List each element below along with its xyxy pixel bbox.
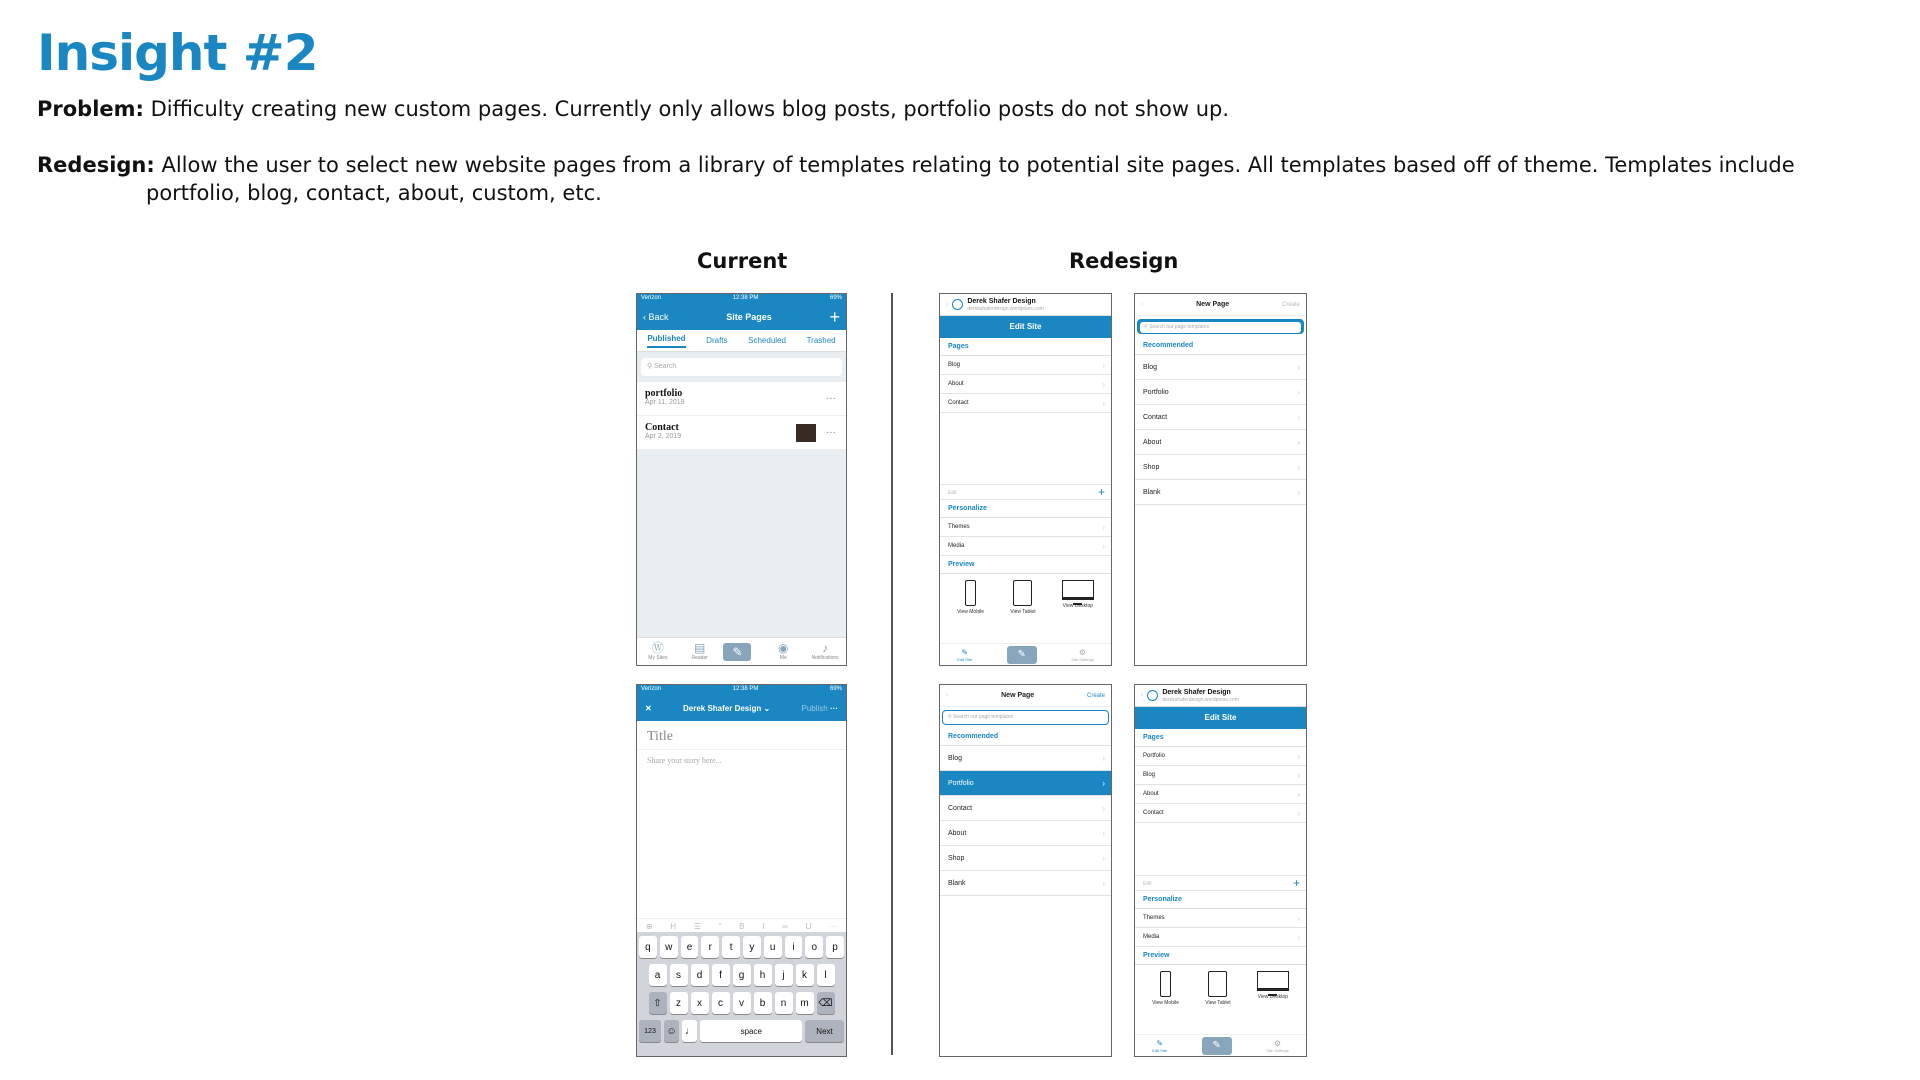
tab-write[interactable]	[723, 643, 759, 661]
tab-label: Me	[779, 655, 787, 661]
view-tablet-button[interactable]	[1010, 580, 1035, 615]
template-row-selected[interactable]: Portfolio ›	[940, 771, 1111, 796]
more-icon[interactable]: ···	[829, 703, 838, 713]
screen-title: New Page	[1196, 301, 1230, 308]
pages-section-label: Pages	[1135, 729, 1306, 747]
key[interactable]: k	[796, 964, 814, 986]
key[interactable]: f	[712, 964, 730, 986]
key[interactable]: e	[681, 936, 699, 958]
tab-label: Site Settings	[1266, 1047, 1289, 1053]
template-row[interactable]: Shop ›	[940, 846, 1111, 871]
page-row-portfolio[interactable]: Portfolio ›	[1135, 747, 1306, 766]
preview-devices	[940, 574, 1111, 615]
key[interactable]: t	[722, 936, 740, 958]
tab-published[interactable]: Published	[647, 334, 685, 348]
bottom-tab-bar	[940, 643, 1111, 665]
screen-title: Site Pages	[726, 312, 772, 322]
add-page-icon[interactable]: +	[1097, 485, 1105, 499]
page-row-blog[interactable]: Blog ›	[1135, 766, 1306, 785]
redesign-column-heading: Redesign	[1069, 249, 1179, 273]
key[interactable]: o	[805, 936, 823, 958]
tablet-icon	[1013, 580, 1032, 606]
tab-scheduled[interactable]: Scheduled	[748, 336, 786, 345]
tab-label: Site Settings	[1071, 656, 1094, 662]
key[interactable]: h	[754, 964, 772, 986]
emoji-icon[interactable]: ☺	[664, 1020, 679, 1042]
device-label: View Tablet	[1205, 1000, 1231, 1006]
template-row[interactable]: About ›	[940, 821, 1111, 846]
more-icon[interactable]: ···	[826, 394, 836, 405]
template-search-input[interactable]: ⚲ Search our page templates	[1137, 319, 1304, 334]
pages-section-label: Pages	[940, 338, 1111, 356]
back-icon[interactable]: ‹	[1141, 692, 1144, 699]
key[interactable]: c	[712, 992, 730, 1014]
media-row[interactable]: Media ›	[940, 537, 1111, 556]
title-field[interactable]: Title	[637, 721, 846, 750]
wordpress-icon: Ⓦ	[651, 641, 664, 655]
new-page-header	[1135, 294, 1306, 316]
new-page-header	[940, 685, 1111, 707]
site-switcher[interactable]: Derek Shafer Design ⌄	[683, 703, 771, 713]
view-desktop-button[interactable]	[1062, 580, 1094, 615]
redesign-text: Allow the user to select new website pages from a library of templates relating to potential site pages. All templates based off of theme. Templates include portfolio, blog, contact, about, custom, etc.	[146, 153, 1795, 205]
view-mobile-button[interactable]	[957, 580, 984, 615]
keyboard	[637, 932, 846, 1056]
key[interactable]: z	[670, 992, 688, 1014]
page-status-tabs	[637, 330, 846, 352]
shift-icon[interactable]: ⇧	[649, 992, 667, 1014]
recommended-section-label: Recommended	[940, 728, 1111, 746]
page-title: Insight #2	[37, 24, 318, 82]
site-name: Derek Shafer Design	[1162, 688, 1231, 696]
key[interactable]: g	[733, 964, 751, 986]
time-label: 12:38 PM	[732, 295, 759, 301]
desktop-icon	[1062, 580, 1094, 600]
template-row[interactable]: Contact ›	[940, 796, 1111, 821]
tab-label: Edit Site	[1152, 1047, 1168, 1053]
device-label: View Mobile	[957, 609, 984, 615]
back-label: Back	[648, 312, 669, 322]
add-block-icon[interactable]: ⊕	[645, 922, 653, 931]
next-key[interactable]: Next	[805, 1020, 844, 1042]
write-icon[interactable]: ✎	[1202, 1037, 1232, 1055]
key[interactable]: u	[764, 936, 782, 958]
problem-label: Problem:	[37, 97, 144, 121]
key[interactable]: w	[660, 936, 678, 958]
site-url: derekshaferdesign.wordpress.com	[1162, 696, 1239, 703]
site-name: Derek Shafer Design	[967, 297, 1036, 305]
tab-label: Notifications	[811, 655, 839, 661]
mobile-icon	[965, 580, 976, 606]
battery-label: 69%	[829, 686, 842, 692]
quote-icon[interactable]: “	[718, 922, 722, 931]
screen-title: New Page	[1001, 692, 1035, 699]
more-format-icon[interactable]: ···	[829, 922, 838, 931]
key[interactable]: p	[826, 936, 844, 958]
view-tablet-button[interactable]	[1205, 971, 1230, 1006]
key[interactable]: y	[743, 936, 761, 958]
view-mobile-button[interactable]	[1152, 971, 1179, 1006]
italic-icon[interactable]: I	[762, 922, 765, 931]
redesign-statement	[37, 151, 1887, 207]
mobile-icon	[1160, 971, 1171, 997]
time-label: 12:38 PM	[732, 686, 759, 692]
redesign-new-page-screen	[1134, 293, 1307, 666]
template-row[interactable]: Blog ›	[940, 746, 1111, 771]
create-button[interactable]: Create	[1281, 301, 1300, 308]
tab-label: Reader	[691, 655, 708, 661]
key[interactable]: a	[649, 964, 667, 986]
edit-row	[1135, 875, 1306, 891]
device-label: View Mobile	[1152, 1000, 1179, 1006]
desktop-icon	[1257, 971, 1289, 991]
carrier-label: Verizon	[641, 295, 662, 301]
template-row[interactable]: Blank ›	[940, 871, 1111, 896]
edit-icon: ✎	[1156, 1038, 1164, 1048]
key[interactable]: r	[701, 936, 719, 958]
template-row[interactable]: About ›	[1135, 430, 1306, 455]
site-header	[1135, 685, 1306, 707]
view-desktop-button[interactable]	[1257, 971, 1289, 1006]
edit-site-bar: Edit Site	[1135, 707, 1306, 729]
themes-row[interactable]: Themes ›	[940, 518, 1111, 537]
heading-icon[interactable]: H	[670, 922, 677, 931]
key[interactable]: q	[639, 936, 657, 958]
bell-icon: ♪	[822, 641, 829, 655]
site-header	[940, 294, 1111, 316]
template-row[interactable]: Blog ›	[1135, 355, 1306, 380]
back-icon[interactable]: ‹	[1141, 301, 1144, 308]
recommended-section-label: Recommended	[1135, 337, 1306, 355]
reader-icon: ▤	[694, 641, 706, 655]
column-divider	[891, 293, 893, 1055]
device-label: View Desktop	[1062, 603, 1094, 609]
more-icon[interactable]: ···	[826, 428, 836, 439]
publish-button[interactable]: Publish	[801, 703, 828, 713]
globe-icon	[1147, 690, 1158, 701]
page-name: Contact	[645, 422, 679, 433]
tab-edit-site[interactable]	[1152, 1039, 1167, 1053]
page-date: Apr 2, 2019	[645, 433, 682, 440]
close-icon[interactable]: ✕	[645, 703, 652, 713]
numbers-key[interactable]: 123	[639, 1020, 661, 1042]
backspace-icon[interactable]: ⌫	[817, 992, 835, 1014]
key[interactable]: v	[733, 992, 751, 1014]
tab-notifications[interactable]	[807, 642, 843, 661]
key[interactable]: m	[796, 992, 814, 1014]
status-bar	[637, 294, 846, 304]
search-placeholder: Search	[654, 363, 677, 370]
page-row-contact[interactable]: Contact ›	[940, 394, 1111, 413]
edit-label[interactable]: Edit	[1143, 881, 1152, 887]
page-name: portfolio	[645, 388, 683, 399]
write-icon[interactable]: ✎	[1007, 646, 1037, 664]
problem-text: Difficulty creating new custom pages. Currently only allows blog posts, portfolio posts do not show up.	[143, 97, 1230, 121]
gear-icon: ⚙	[1078, 647, 1087, 657]
globe-icon	[952, 299, 963, 310]
page-row-blog[interactable]: Blog ›	[940, 356, 1111, 375]
personalize-section-label: Personalize	[1135, 891, 1306, 909]
themes-row[interactable]: Themes ›	[1135, 909, 1306, 928]
carrier-label: Verizon	[641, 686, 662, 692]
redesign-edit-site-screen	[939, 293, 1112, 666]
mic-icon[interactable]: ♩	[682, 1020, 697, 1042]
write-icon: ✎	[723, 643, 751, 661]
key[interactable]: x	[691, 992, 709, 1014]
problem-statement	[37, 95, 1887, 123]
preview-devices	[1135, 965, 1306, 1006]
preview-section-label: Preview	[1135, 947, 1306, 965]
bottom-tab-bar	[637, 637, 846, 665]
tab-label: My Sites	[648, 655, 668, 661]
redesign-label: Redesign:	[37, 153, 155, 177]
template-row[interactable]: Contact ›	[1135, 405, 1306, 430]
page-date: Apr 11, 2019	[645, 399, 685, 406]
page-row-contact[interactable]: Contact ›	[1135, 804, 1306, 823]
body-field[interactable]: Share your story here...	[647, 756, 722, 765]
edit-label[interactable]: Edit	[948, 490, 957, 496]
back-icon[interactable]: ‹	[946, 692, 949, 699]
me-icon: ◉	[778, 641, 789, 655]
tab-site-settings[interactable]	[1266, 1039, 1288, 1053]
key[interactable]: d	[691, 964, 709, 986]
search-placeholder: Search our page templates	[953, 714, 1014, 720]
edit-site-bar: Edit Site	[940, 316, 1111, 338]
back-icon[interactable]: ‹	[946, 301, 949, 308]
key[interactable]: s	[670, 964, 688, 986]
back-button[interactable]: ‹ Back	[643, 312, 669, 322]
current-column-heading: Current	[697, 249, 788, 273]
current-editor-screen	[636, 684, 847, 1057]
tab-my-sites[interactable]	[640, 642, 676, 661]
battery-label: 69%	[829, 295, 842, 301]
tab-label: Edit Site	[957, 656, 973, 662]
media-row[interactable]: Media ›	[1135, 928, 1306, 947]
tab-site-settings[interactable]	[1071, 648, 1093, 662]
tab-trashed[interactable]: Trashed	[806, 336, 836, 345]
page-list-item[interactable]	[637, 382, 846, 416]
preview-section-label: Preview	[940, 556, 1111, 574]
tab-drafts[interactable]: Drafts	[706, 336, 728, 345]
key[interactable]: l	[817, 964, 835, 986]
empty-list-area	[637, 450, 846, 666]
device-label: View Tablet	[1010, 609, 1036, 615]
page-row-about[interactable]: About ›	[940, 375, 1111, 394]
status-bar	[637, 685, 846, 695]
tab-reader[interactable]	[682, 642, 718, 661]
search-placeholder: Search our page templates	[1149, 324, 1210, 330]
site-url: derekshaferdesign.wordpress.com	[967, 305, 1044, 312]
app-header	[637, 294, 846, 330]
template-row[interactable]: Shop ›	[1135, 455, 1306, 480]
key[interactable]: n	[775, 992, 793, 1014]
bottom-tab-bar	[1135, 1034, 1306, 1056]
add-page-icon[interactable]: +	[829, 307, 840, 327]
add-page-icon[interactable]: +	[1292, 876, 1300, 890]
key[interactable]: b	[754, 992, 772, 1014]
link-icon[interactable]: ∞	[782, 922, 788, 931]
redesign-new-page-selected-screen	[939, 684, 1112, 1057]
search-input[interactable]: ⚲ Search	[641, 358, 842, 376]
editor-header	[637, 685, 846, 721]
device-label: View Desktop	[1257, 994, 1289, 1000]
tab-edit-site[interactable]	[957, 648, 972, 662]
tablet-icon	[1208, 971, 1227, 997]
tab-me[interactable]	[765, 642, 801, 661]
create-button[interactable]: Create	[1086, 692, 1105, 699]
current-site-pages-screen	[636, 293, 847, 666]
bold-icon[interactable]: B	[739, 922, 745, 931]
key[interactable]: i	[785, 936, 803, 958]
template-row[interactable]: Blank ›	[1135, 480, 1306, 505]
gear-icon: ⚙	[1273, 1038, 1282, 1048]
personalize-section-label: Personalize	[940, 500, 1111, 518]
underline-icon[interactable]: U	[805, 922, 812, 931]
site-name: Derek Shafer Design	[683, 703, 762, 713]
template-search-input[interactable]: ⚲ Search our page templates	[942, 710, 1109, 725]
edit-row	[940, 484, 1111, 500]
template-row[interactable]: Portfolio ›	[1135, 380, 1306, 405]
page-list-item[interactable]	[637, 416, 846, 450]
list-icon[interactable]: ☰	[693, 922, 701, 931]
redesign-edit-site-updated-screen	[1134, 684, 1307, 1057]
space-key[interactable]: space	[700, 1020, 802, 1042]
edit-icon: ✎	[961, 647, 969, 657]
key[interactable]: j	[775, 964, 793, 986]
page-thumbnail	[796, 424, 816, 442]
page-row-about[interactable]: About ›	[1135, 785, 1306, 804]
